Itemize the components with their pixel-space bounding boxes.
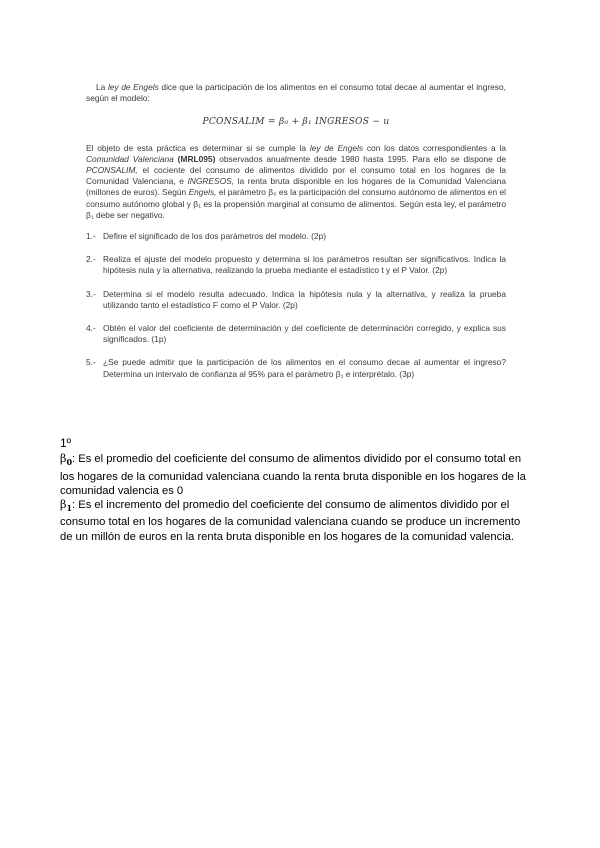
question-item	[86, 323, 506, 345]
answer-title: 1º	[60, 436, 72, 450]
question-item	[86, 231, 506, 242]
question-number: 2.-	[86, 254, 96, 265]
answer-beta0	[60, 452, 530, 498]
question-number: 4.-	[86, 323, 96, 334]
objective-pconsalim: PCONSALIM,	[86, 165, 138, 176]
objective-engels: Engels,	[188, 187, 217, 198]
objective-ingresos: INGRESOS,	[187, 176, 235, 187]
beta1-symbol	[60, 498, 73, 514]
objective-text-c: observados anualmente desde 1980 hasta 1995. Para ello se dispone de	[215, 153, 506, 164]
beta-subscript: 1	[66, 503, 73, 514]
beta-letter: β	[60, 452, 67, 466]
question-text: Determina si el modelo resulta adecuado. Indica la hipótesis nula y la alternativa, y realiza la prueba utilizando tanto el estadístico F como el P Valor. (2p)	[103, 288, 506, 310]
question-text: ¿Se puede admitir que la participación de los alimentos en el consumo decae al aumentar el ingreso? Determina un intervalo de confianza al 95% para el parámetro β₁ e interprétalo. (3p)	[103, 357, 506, 379]
question-list	[86, 231, 506, 380]
question-item	[86, 357, 506, 379]
intro-engels-law: ley de Engels	[107, 82, 159, 92]
objective-text-a: El objeto de esta práctica es determinar si se cumple la	[86, 142, 310, 153]
intro-text: La	[96, 82, 108, 92]
objective-engels-law: ley de Engels	[309, 142, 364, 153]
objective-text-d: el cociente del consumo de alimentos dividido por el consumo total en los hogares de la Comunidad Valenciana, e	[86, 165, 506, 187]
answer-section	[60, 436, 530, 544]
beta-subscript: 0	[66, 457, 73, 468]
question-number: 5.-	[86, 357, 96, 368]
question-item	[86, 289, 506, 311]
objective-text-f: el parámetro β₀ es la participación del consumo autónomo de alimentos en el consumo autónomo global y β₁ es la propensión marginal al consumo de alimentos. Según esta ley, el parámetro β₁ debe ser negativo.	[86, 187, 506, 220]
intro-text-continued: dice que la participación de los alimentos en el consumo total decae al aumentar el ingreso, según el modelo:	[86, 82, 506, 104]
intro-paragraph	[86, 82, 506, 104]
question-number: 1.-	[86, 231, 96, 242]
objective-dataset-code: (MRL095)	[173, 153, 216, 164]
question-item	[86, 254, 506, 276]
objective-text-e: la renta bruta disponible en los hogares de la Comunidad Valenciana (millones de euros). Según	[86, 176, 506, 198]
question-number: 3.-	[86, 288, 96, 299]
question-text: Obtén el valor del coeficiente de determinación y del coeficiente de determinación corregido, y explica sus significados. (1p)	[103, 323, 506, 345]
objective-paragraph	[86, 143, 506, 221]
question-text: Define el significado de los dos parámetros del modelo. (2p)	[103, 231, 326, 242]
objective-comunidad: Comunidad Valenciana	[86, 153, 174, 164]
beta0-definition: : Es el promedio del coeficiente del consumo de alimentos dividido por el consumo total en los hogares de la comunidad valenciana cuando la renta bruta disponible en los hogares de la comunidad valencia es 0	[60, 453, 526, 497]
beta0-symbol	[60, 452, 73, 468]
answer-beta1	[60, 498, 530, 544]
beta1-definition: : Es el incremento del promedio del coeficiente del consumo de alimentos dividido por el consumo total en los hogares de la comunidad valenciana cuando se produce un incremento de un millón de euros en la renta bruta disponible en los hogares de la comunidad valencia.	[60, 499, 521, 543]
pasted-statement-image	[86, 82, 506, 392]
question-text: Realiza el ajuste del modelo propuesto y determina si los parámetros resultan ser significativos. Indica la hipótesis nula y la alternativa, realizando la prueba mediante el estadístico t y el P Valor. (2p)	[103, 254, 506, 276]
model-formula: PCONSALIM = β₀ + β₁ INGRESOS − u	[202, 117, 390, 128]
beta-letter: β	[60, 498, 67, 512]
objective-text-b: con los datos correspondientes a la	[363, 142, 506, 153]
